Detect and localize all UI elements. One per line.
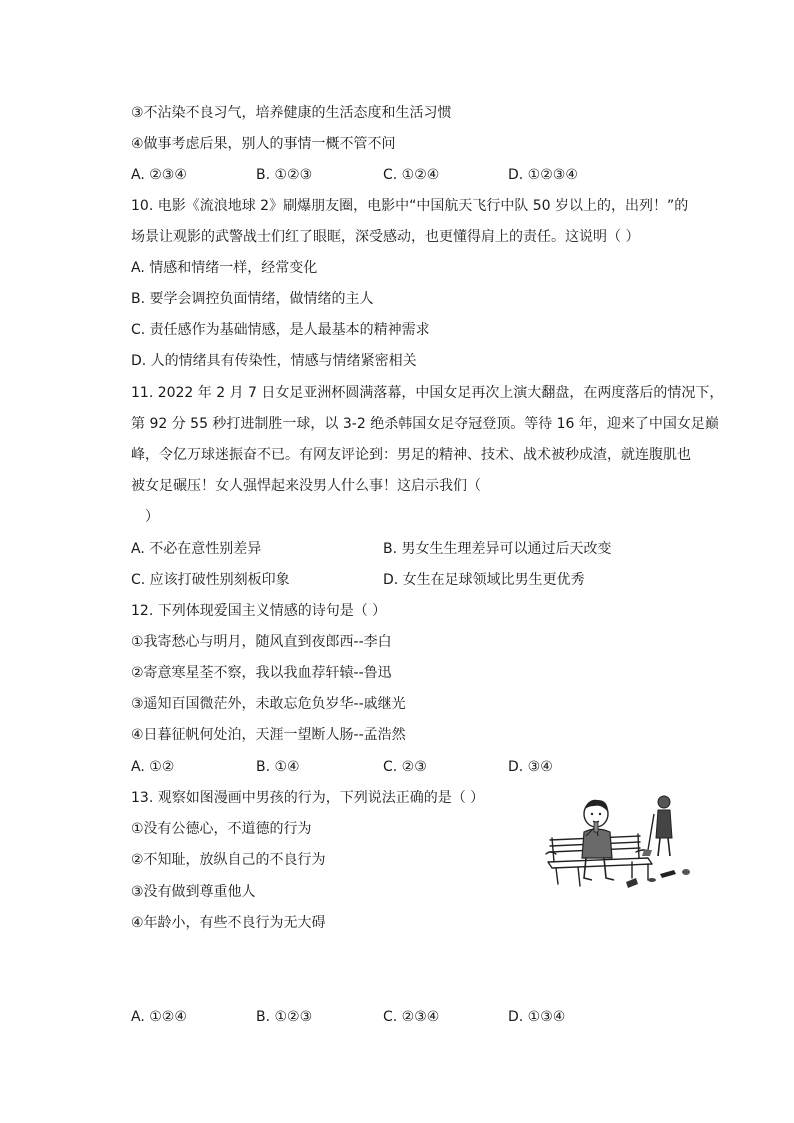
- q9-option-b: B. ①②③: [256, 167, 313, 183]
- q13-item-3: ③没有做到尊重他人: [131, 884, 256, 900]
- q13-option-d: D. ①③④: [508, 1009, 566, 1025]
- litter: [626, 869, 690, 888]
- q10-option-d: D. 人的情绪具有传染性，情感与情绪紧密相关: [131, 353, 417, 369]
- q11-stem-line-1: 11. 2022 年 2 月 7 日女足亚洲杯圆满落幕，中国女足再次上演大翻盘，在两度落后的情况下，: [131, 385, 724, 401]
- q12-option-b: B. ①④: [256, 759, 300, 775]
- q11-stem-line-3: 峰，令亿万球迷振奋不已。有网友评论到：男足的精神、技术、战术被秒成渣，就连腹肌也: [131, 447, 691, 463]
- q9-option-d: D. ①②③④: [508, 167, 578, 183]
- q9-item-4: ④做事考虑后果，别人的事情一概不管不问: [131, 136, 396, 152]
- boy-figure: [582, 800, 614, 880]
- q13-item-4: ④年龄小，有些不良行为无大碍: [131, 915, 326, 931]
- q13-option-a: A. ①②④: [131, 1009, 187, 1025]
- q12-option-d: D. ③④: [508, 759, 553, 775]
- q10-stem-line-2: 场景让观影的武警战士们红了眼眶，深受感动，也更懂得肩上的责任。这说明（ ）: [131, 229, 640, 245]
- q10-option-c: C. 责任感作为基础情感，是人最基本的精神需求: [131, 322, 430, 338]
- q13-item-1: ①没有公德心，不道德的行为: [131, 821, 312, 837]
- q9-option-c: C. ①②④: [383, 167, 440, 183]
- q12-item-2: ②寄意寒星荃不察，我以我血荐轩辕--鲁迅: [131, 665, 392, 681]
- q13-option-c: C. ②③④: [383, 1009, 440, 1025]
- q11-stem-line-4: 被女足碾压！女人强悍起来没男人什么事！这启示我们（: [131, 478, 481, 494]
- q12-item-1: ①我寄愁心与明月，随风直到夜郎西--李白: [131, 634, 392, 650]
- q12-item-3: ③遥知百国微茫外，未敢忘危负岁华--戚继光: [131, 696, 406, 712]
- q12-item-4: ④日暮征帆何处泊，天涯一望断人肠--孟浩然: [131, 727, 406, 743]
- q9-option-a: A. ②③④: [131, 167, 187, 183]
- cleaner-figure: [642, 796, 672, 856]
- q12-option-c: C. ②③: [383, 759, 427, 775]
- q13-option-b: B. ①②③: [256, 1009, 313, 1025]
- q11-option-c: C. 应该打破性别刻板印象: [131, 572, 290, 588]
- q11-stem-line-5: ）: [145, 509, 159, 525]
- q11-option-d: D. 女生在足球领域比男生更优秀: [383, 572, 585, 588]
- q10-option-b: B. 要学会调控负面情绪，做情绪的主人: [131, 291, 374, 307]
- q11-stem-line-2: 第 92 分 55 秒打进制胜一球，以 3-2 绝杀韩国女足夺冠登顶。等待 16 年，迎来了中国女足巅: [131, 416, 719, 432]
- q11-option-a: A. 不必在意性别差异: [131, 541, 262, 557]
- bench-seat: [548, 858, 652, 868]
- q13-stem: 13. 观察如图漫画中男孩的行为，下列说法正确的是（ ）: [131, 790, 485, 806]
- q12-stem: 12. 下列体现爱国主义情感的诗句是（ ）: [131, 603, 387, 619]
- q12-option-a: A. ①②: [131, 759, 175, 775]
- q11-option-b: B. 男女生生理差异可以通过后天改变: [383, 541, 612, 557]
- q9-item-3: ③不沾染不良习气，培养健康的生活态度和生活习惯: [131, 105, 452, 121]
- cartoon-illustration: [540, 792, 696, 900]
- q10-option-a: A. 情感和情绪一样，经常变化: [131, 260, 318, 276]
- q10-stem-line-1: 10. 电影《流浪地球 2》刷爆朋友圈，电影中“中国航天飞行中队 50 岁以上的，出列！”的: [131, 198, 689, 214]
- q13-item-2: ②不知耻，放纵自己的不良行为: [131, 852, 326, 868]
